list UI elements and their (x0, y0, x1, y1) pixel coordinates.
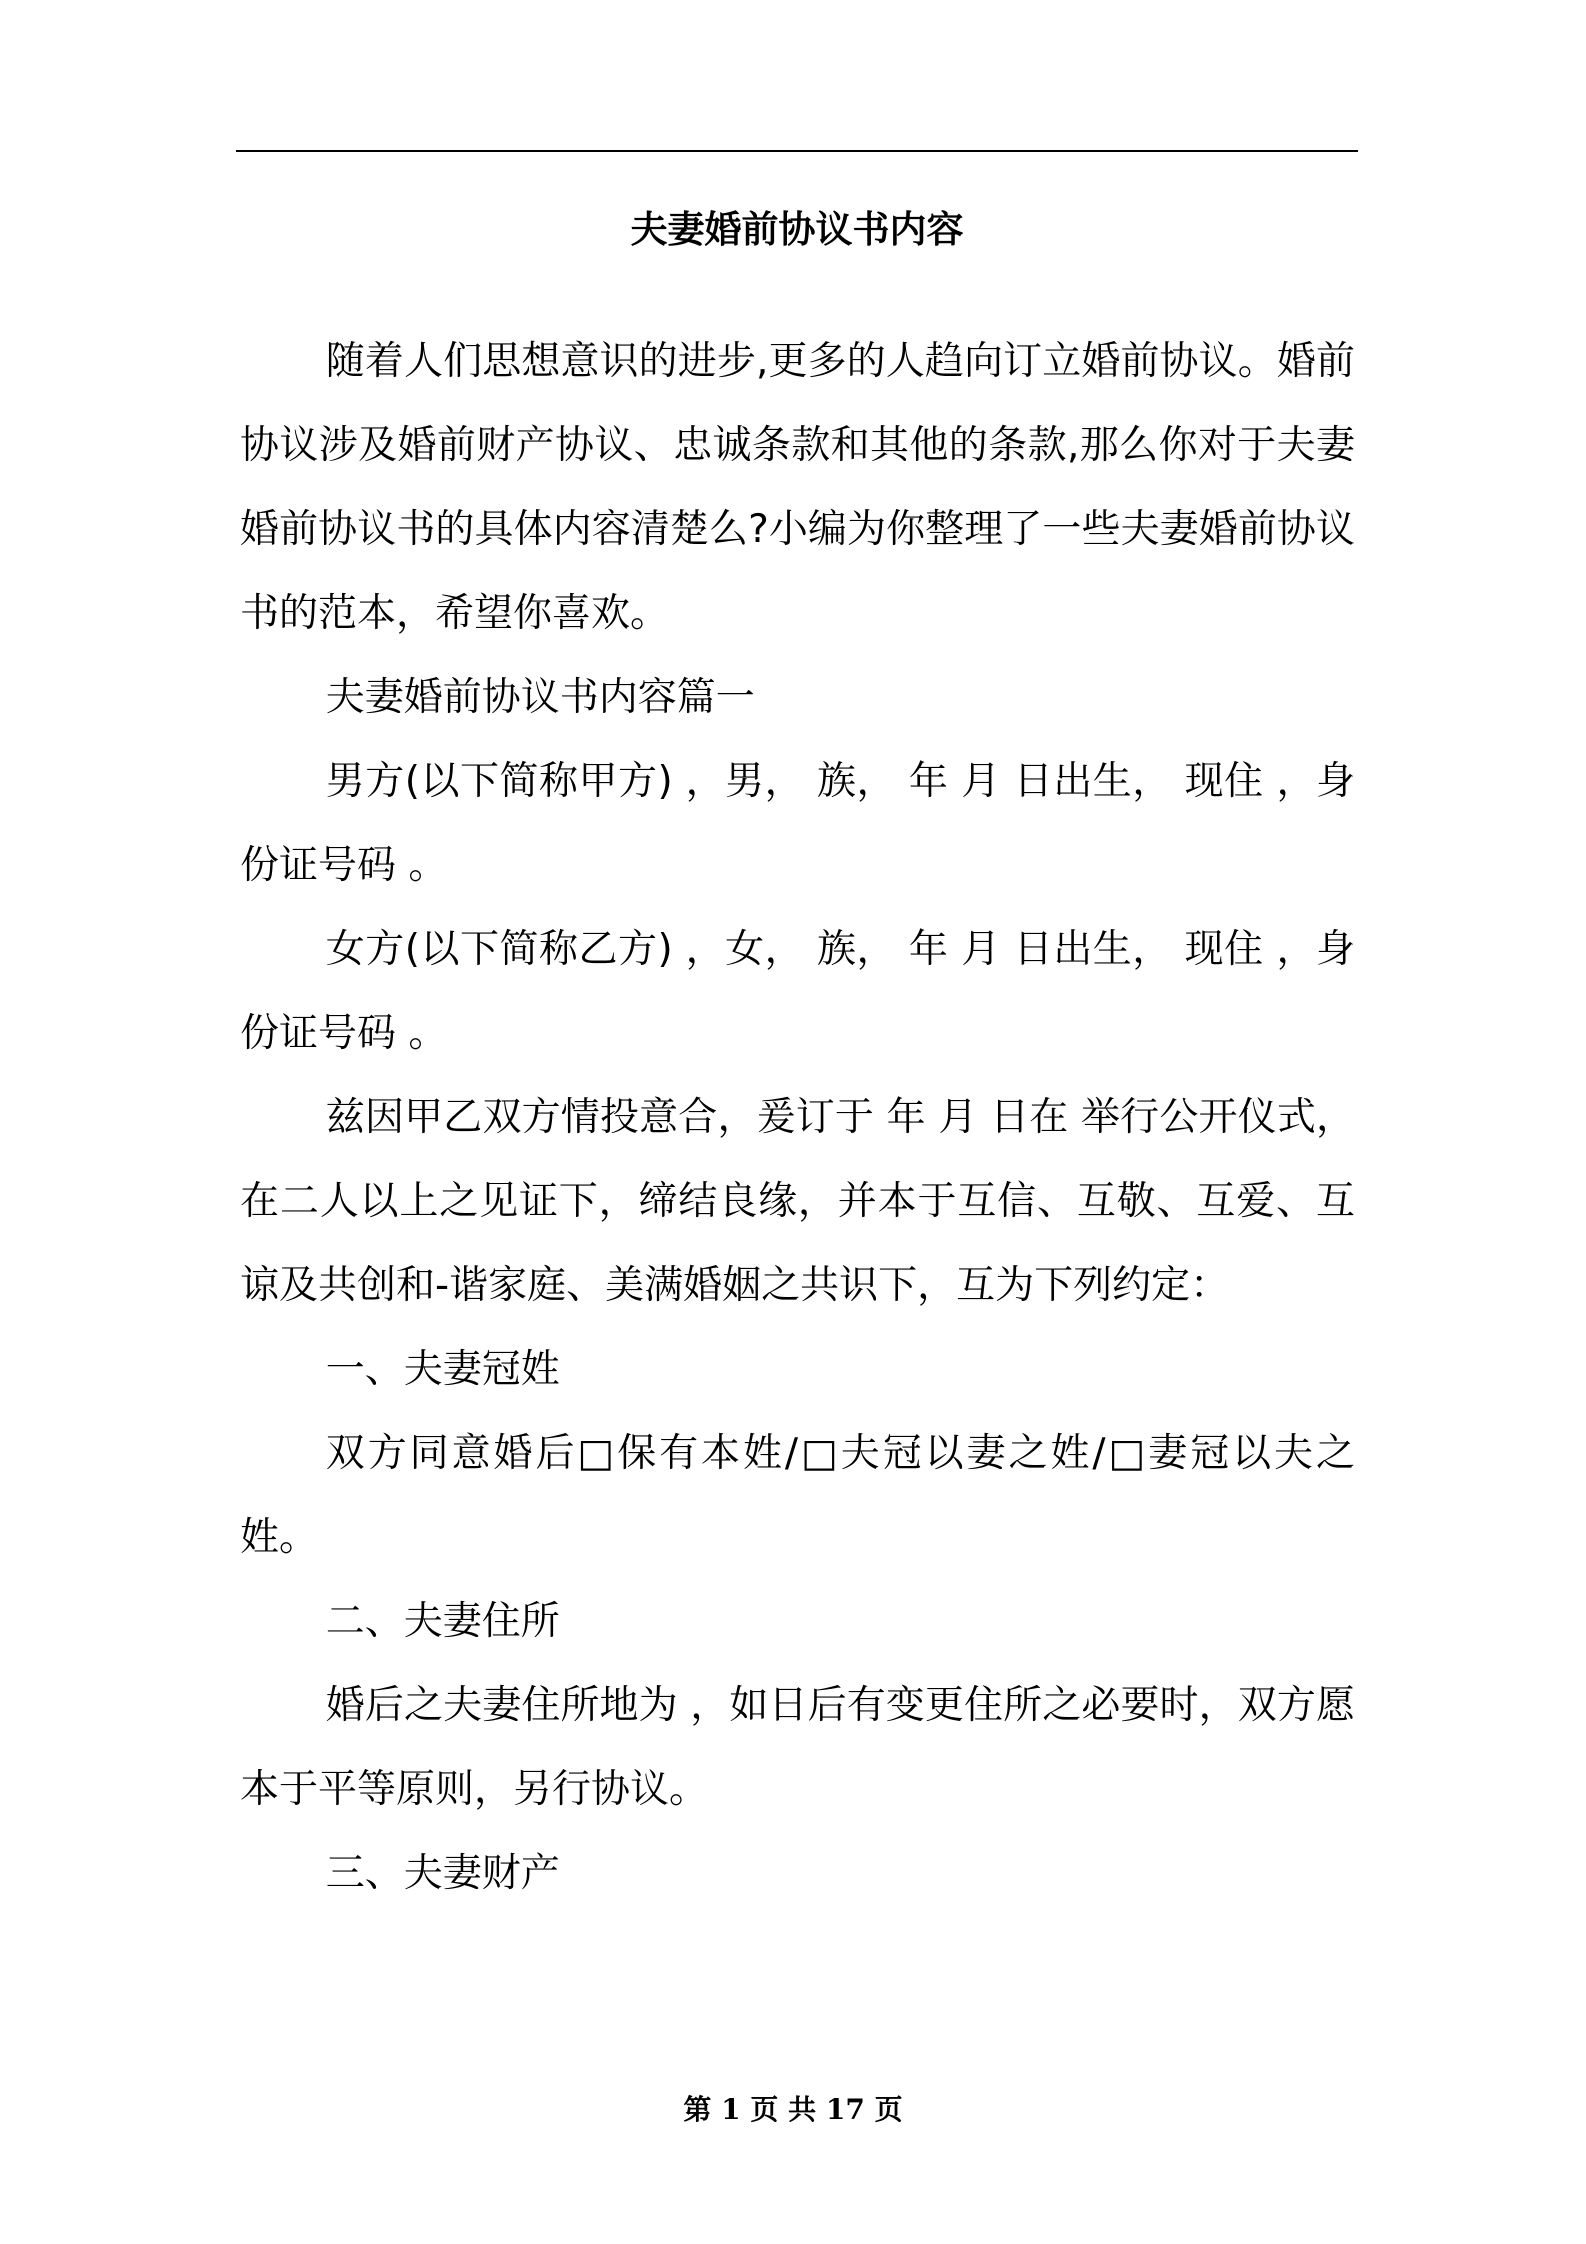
page-number-footer: 第 1 页 共 17 页 (683, 2093, 903, 2126)
clause-3-heading: 三、夫妻财产 (325, 1851, 560, 1896)
preamble-paragraph: 兹因甲乙双方情投意合，爰订于 年 月 日在 举行公开仪式，在二人以上之见证下，缔结良缘，并本于互信、互敬、互爱、互谅及共创和-谐家庭、美满婚姻之共识下，互为下列约定： (240, 1095, 1355, 1308)
document-title: 夫妻婚前协议书内容 (630, 208, 964, 251)
clause-1-body: 双方同意婚后□保有本姓/□夫冠以妻之姓/□妻冠以夫之姓。 (240, 1431, 1355, 1560)
clause-2-body: 婚后之夫妻住所地为 ，如日后有变更住所之必要时，双方愿本于平等原则，另行协议。 (240, 1683, 1355, 1812)
document-body (240, 320, 1355, 1916)
clause-1-heading: 一、夫妻冠姓 (325, 1347, 560, 1392)
header-rule (236, 150, 1358, 152)
intro-paragraph: 随着人们思想意识的进步,更多的人趋向订立婚前协议。婚前协议涉及婚前财产协议、忠诚条款和其他的条款,那么你对于夫妻婚前协议书的具体内容清楚么?小编为你整理了一些夫妻婚前协议书的范本，希望你喜欢。 (240, 339, 1355, 636)
party-a-paragraph: 男方(以下简称甲方) ，男， 族， 年 月 日出生， 现住 ，身份证号码 。 (240, 759, 1355, 888)
party-b-paragraph: 女方(以下简称乙方) ，女， 族， 年 月 日出生， 现住 ，身份证号码 。 (240, 927, 1355, 1056)
clause-2-heading: 二、夫妻住所 (325, 1599, 560, 1644)
section-title-paragraph: 夫妻婚前协议书内容篇一 (325, 675, 755, 720)
